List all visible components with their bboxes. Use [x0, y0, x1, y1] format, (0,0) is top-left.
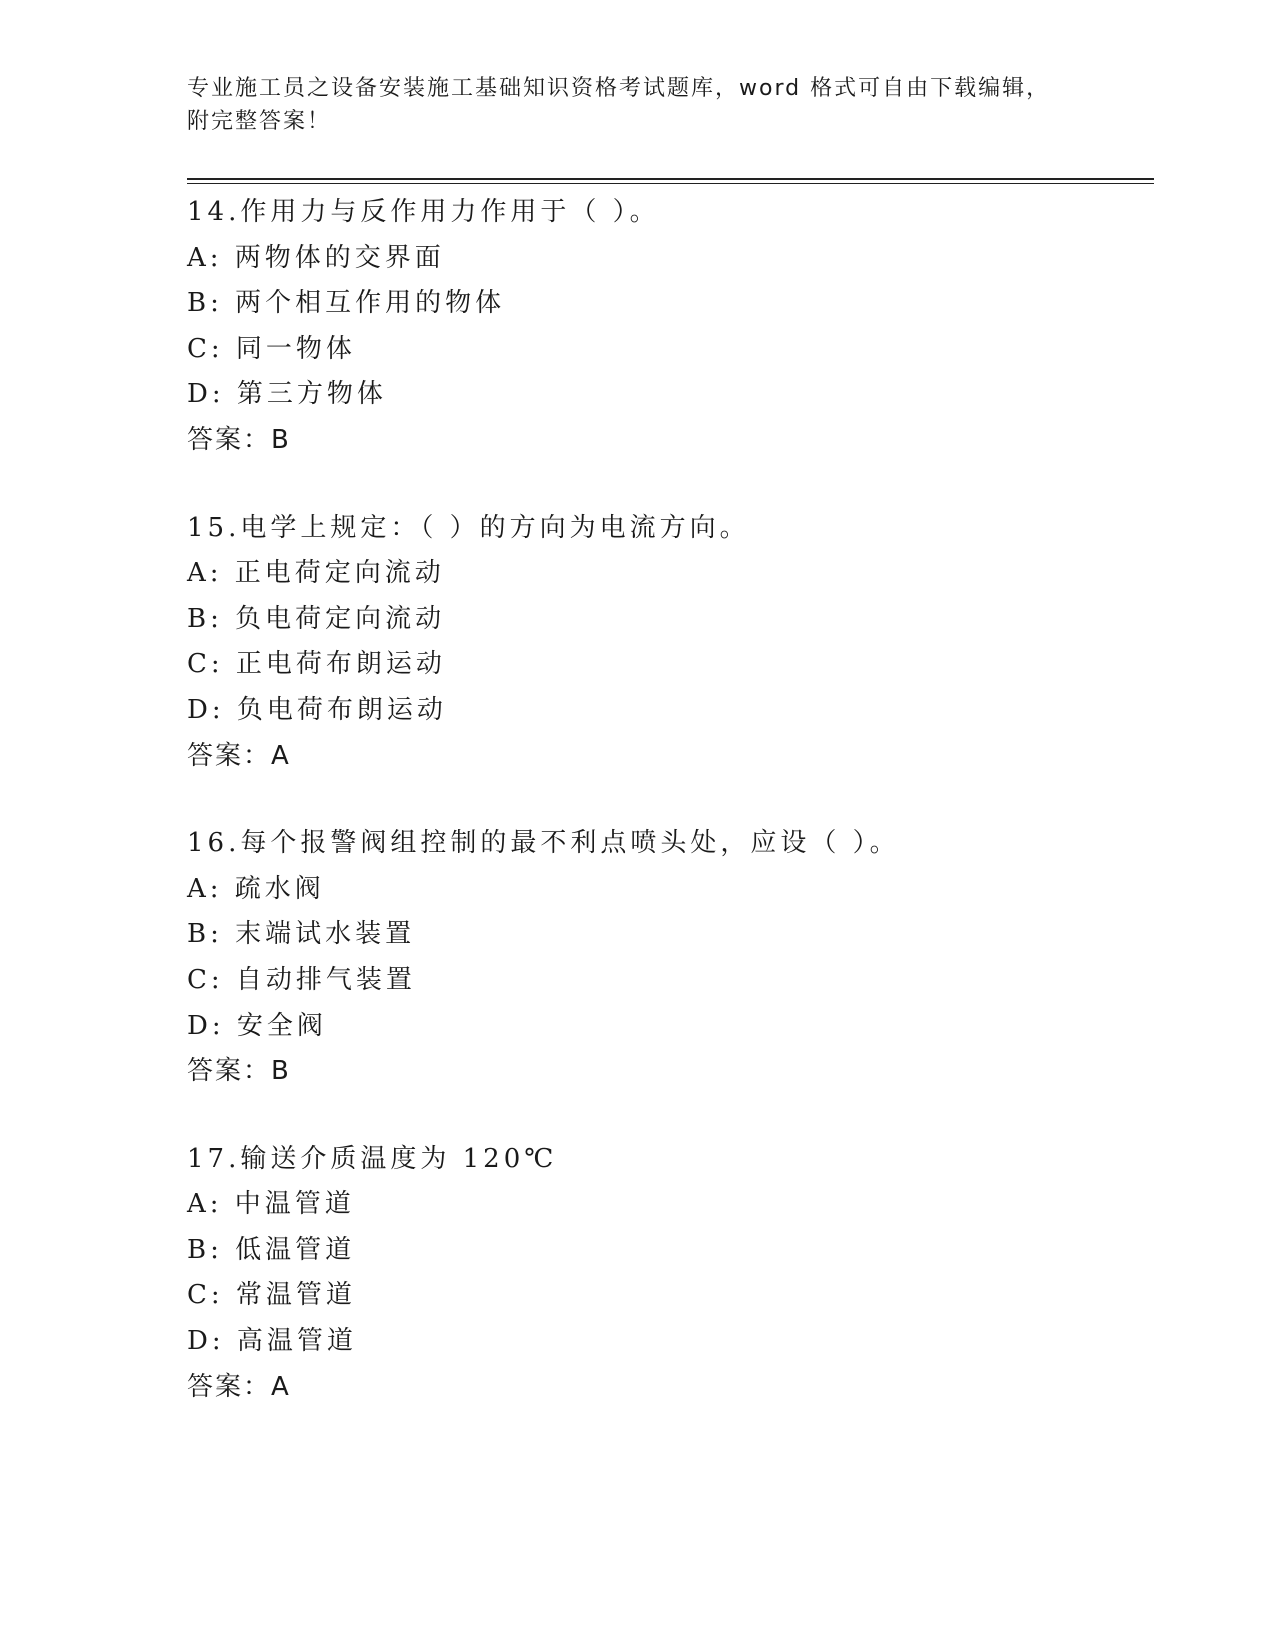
option-d: D: 高温管道	[187, 1326, 357, 1357]
option-b: B: 低温管道	[187, 1234, 356, 1265]
question-stem: 15.电学上规定：（ ）的方向为电流方向。	[187, 512, 750, 543]
option-a: A: 疏水阀	[187, 873, 325, 904]
question-15	[187, 506, 1147, 780]
answer-line: 答案：A	[187, 1371, 291, 1402]
answer-line: 答案：B	[187, 424, 291, 455]
header-line-2: 附完整答案！	[187, 109, 332, 134]
option-c: C: 正电荷布朗运动	[187, 649, 446, 680]
option-b: B: 负电荷定向流动	[187, 603, 446, 634]
option-a: A: 两物体的交界面	[187, 242, 445, 273]
option-c: C: 自动排气装置	[187, 964, 416, 995]
answer-line: 答案：B	[187, 1056, 291, 1087]
option-a: A: 正电荷定向流动	[187, 558, 445, 589]
question-stem: 17.输送介质温度为 120℃	[187, 1143, 558, 1174]
option-d: D: 安全阀	[187, 1010, 327, 1041]
header-rule-thick	[187, 178, 1154, 180]
answer-line: 答案：A	[187, 740, 291, 771]
option-b: B: 末端试水装置	[187, 919, 416, 950]
option-c: C: 同一物体	[187, 333, 356, 364]
option-b: B: 两个相互作用的物体	[187, 288, 506, 319]
document-header	[187, 72, 1087, 138]
question-stem: 14.作用力与反作用力作用于（ ）。	[187, 197, 660, 227]
question-list	[187, 190, 1147, 1452]
option-c: C: 常温管道	[187, 1280, 356, 1311]
option-d: D: 负电荷布朗运动	[187, 694, 447, 725]
option-d: D: 第三方物体	[187, 379, 387, 410]
question-14	[187, 190, 1147, 464]
header-rule-thin	[187, 183, 1154, 184]
option-a: A: 中温管道	[187, 1189, 355, 1220]
question-16	[187, 821, 1147, 1095]
header-line-1: 专业施工员之设备安装施工基础知识资格考试题库，word 格式可自由下载编辑，	[187, 76, 1051, 101]
question-17	[187, 1137, 1147, 1411]
question-stem: 16.每个报警阀组控制的最不利点喷头处，应设（ ）。	[187, 828, 900, 859]
